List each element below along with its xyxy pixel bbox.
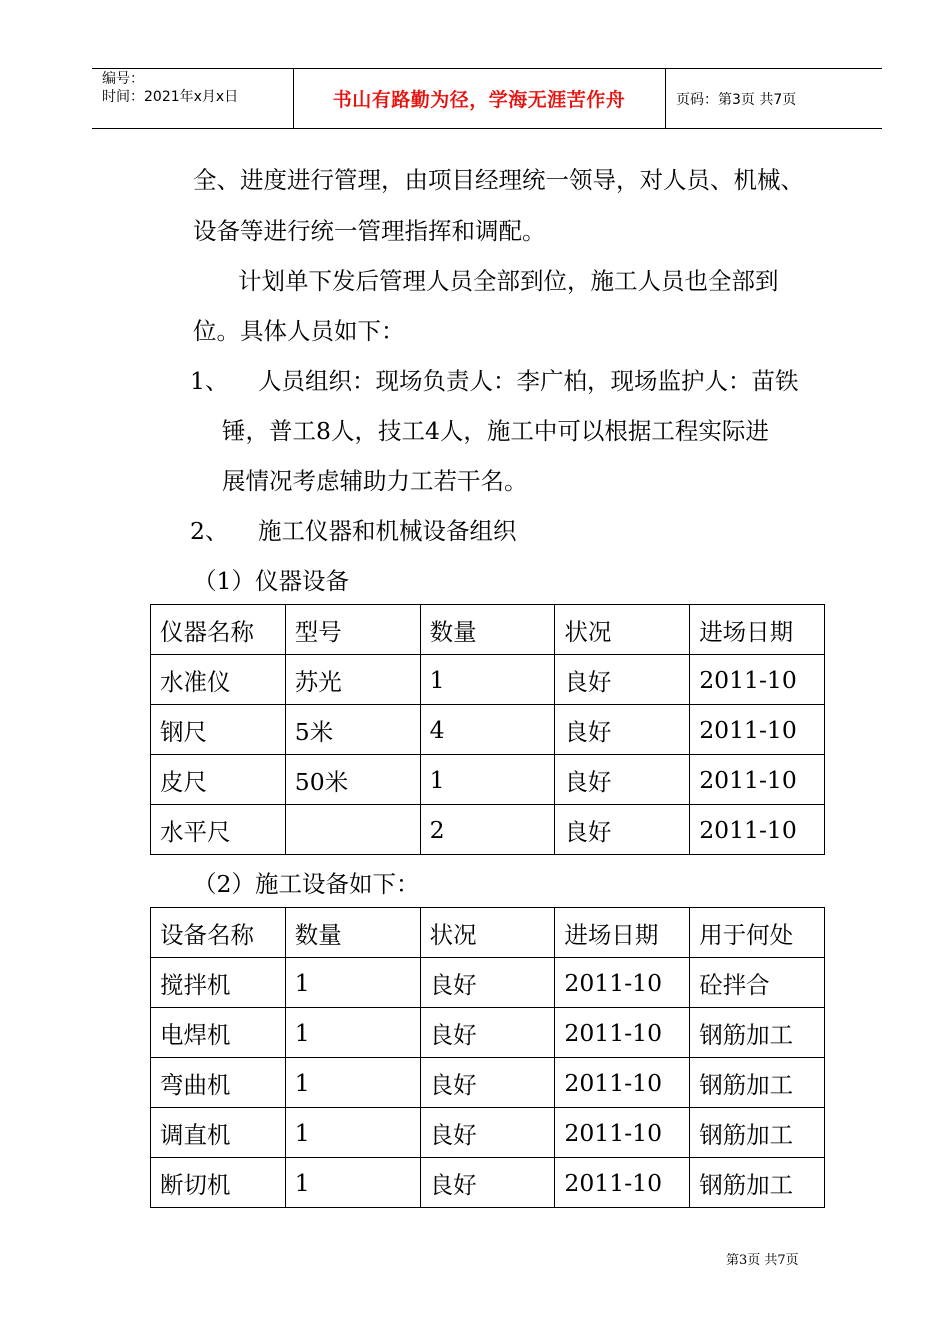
table-cell: 2011-10 [690, 655, 825, 705]
table-cell: 钢筋加工 [690, 1058, 825, 1108]
instrument-table [150, 604, 825, 855]
header-top-rule [92, 68, 882, 69]
paragraph: 位。具体人员如下： [193, 317, 405, 345]
table-header-row [151, 605, 825, 655]
header-divider [665, 68, 666, 129]
table-cell: 钢尺 [151, 705, 286, 755]
table-row [151, 705, 825, 755]
table-row [151, 805, 825, 855]
table-cell: 良好 [420, 1158, 555, 1208]
table-cell: 水平尺 [151, 805, 286, 855]
paragraph: 计划单下发后管理人员全部到位，施工人员也全部到 [238, 267, 779, 295]
header-page-info: 页码：第3页 共7页 [676, 92, 797, 108]
list-item-text: 人员组织：现场负责人：李广柏，现场监护人：苗铁 [258, 367, 799, 395]
table-row [151, 1058, 825, 1108]
table-cell: 2011-10 [555, 958, 690, 1008]
table-cell: 5米 [285, 705, 420, 755]
table-cell: 2011-10 [555, 1158, 690, 1208]
table-cell: 2011-10 [555, 1008, 690, 1058]
header-motto: 书山有路勤为径，学海无涯苦作舟 [332, 89, 626, 111]
table-row [151, 655, 825, 705]
table-row [151, 1108, 825, 1158]
table-header-cell: 设备名称 [151, 908, 286, 958]
subheading-instruments: （1）仪器设备 [193, 567, 349, 595]
table-header-cell: 数量 [285, 908, 420, 958]
table-cell: 1 [420, 755, 555, 805]
table-cell: 50米 [285, 755, 420, 805]
table-cell: 1 [285, 958, 420, 1008]
table-header-cell: 型号 [285, 605, 420, 655]
table-cell: 苏光 [285, 655, 420, 705]
table-cell: 良好 [555, 655, 690, 705]
table-cell: 良好 [420, 1008, 555, 1058]
table-cell: 钢筋加工 [690, 1108, 825, 1158]
table-cell: 1 [285, 1058, 420, 1108]
table-header-cell: 状况 [555, 605, 690, 655]
table-header-cell: 用于何处 [690, 908, 825, 958]
table-cell: 1 [285, 1158, 420, 1208]
table-header-row [151, 908, 825, 958]
table-row [151, 958, 825, 1008]
table-cell: 2011-10 [555, 1108, 690, 1158]
code-label: 编号： [102, 71, 144, 87]
table-cell: 1 [420, 655, 555, 705]
page-header [92, 68, 882, 129]
table-cell: 皮尺 [151, 755, 286, 805]
table-row [151, 1008, 825, 1058]
table-cell: 断切机 [151, 1158, 286, 1208]
table-header-cell: 进场日期 [690, 605, 825, 655]
page-footer: 第3页 共7页 [726, 1253, 799, 1268]
table-header-cell: 数量 [420, 605, 555, 655]
table-cell: 水准仪 [151, 655, 286, 705]
table-cell: 良好 [420, 958, 555, 1008]
table-cell: 2011-10 [690, 805, 825, 855]
table-cell: 良好 [555, 755, 690, 805]
table-cell: 2 [420, 805, 555, 855]
paragraph: 全、进度进行管理，由项目经理统一领导，对人员、机械、 [193, 166, 804, 194]
table-cell: 调直机 [151, 1108, 286, 1158]
table-cell: 2011-10 [690, 705, 825, 755]
table-cell: 钢筋加工 [690, 1158, 825, 1208]
table-cell: 1 [285, 1108, 420, 1158]
table-header-cell: 进场日期 [555, 908, 690, 958]
table-cell: 良好 [555, 705, 690, 755]
table-cell: 良好 [420, 1108, 555, 1158]
header-bottom-rule [92, 128, 882, 129]
table-cell: 钢筋加工 [690, 1008, 825, 1058]
list-number: 1、 [190, 367, 229, 395]
table-cell: 弯曲机 [151, 1058, 286, 1108]
table-cell: 砼拌合 [690, 958, 825, 1008]
time-label: 时间：2021年x月x日 [102, 89, 239, 105]
header-meta [102, 70, 238, 106]
table-cell: 电焊机 [151, 1008, 286, 1058]
list-item-text: 展情况考虑辅助力工若干名。 [222, 467, 528, 495]
table-cell [285, 805, 420, 855]
table-cell: 搅拌机 [151, 958, 286, 1008]
subheading-equipment: （2）施工设备如下： [193, 870, 420, 898]
equipment-table [150, 907, 825, 1208]
table-header-cell: 仪器名称 [151, 605, 286, 655]
table-cell: 良好 [555, 805, 690, 855]
table-cell: 2011-10 [555, 1058, 690, 1108]
table-row [151, 1158, 825, 1208]
table-cell: 1 [285, 1008, 420, 1058]
table-header-cell: 状况 [420, 908, 555, 958]
list-item-text: 锤，普工8人，技工4人，施工中可以根据工程实际进 [222, 417, 769, 445]
table-cell: 良好 [420, 1058, 555, 1108]
table-cell: 4 [420, 705, 555, 755]
table-cell: 2011-10 [690, 755, 825, 805]
paragraph: 设备等进行统一管理指挥和调配。 [193, 217, 546, 245]
list-number: 2、 [190, 517, 229, 545]
table-row [151, 755, 825, 805]
list-item-text: 施工仪器和机械设备组织 [258, 517, 517, 545]
